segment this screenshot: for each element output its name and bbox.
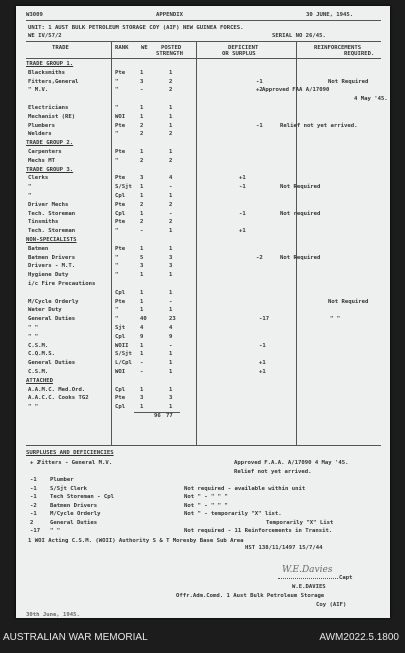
archive-footer — [0, 620, 405, 653]
row-rank: " — [115, 272, 119, 279]
row-trade: Batmen — [28, 245, 49, 252]
row-reinforcements-note: Approved FAA A/17090 — [262, 87, 330, 94]
row-rank: " — [115, 105, 119, 111]
column-header-we: WE — [141, 45, 148, 51]
row-we-establishment: 3 — [140, 78, 144, 85]
row-trade: Tech. Storeman — [28, 228, 76, 235]
signatory-title: Offr.Adm.Comd. 1 Aust Bulk Petroleum Storage — [176, 593, 325, 599]
column-header-or-surplus: OR SURPLUS — [222, 51, 256, 57]
appendix-title: APPENDIX — [156, 12, 183, 18]
row-posted-strength: 1 — [169, 228, 173, 235]
row-we-establishment: 1 — [140, 149, 144, 155]
row-reinforcements-note: Relief not yet arrived. — [280, 122, 358, 129]
row-trade: General Duties — [28, 316, 76, 323]
footer-accession-number: AWM2022.5.1800 — [319, 632, 399, 643]
row-trade: Batmen Drivers — [28, 254, 76, 261]
row-rank: Pte — [115, 245, 126, 252]
row-trade: " " — [28, 325, 39, 331]
row-we-establishment: 2 — [140, 122, 144, 129]
summary-item: General Duties — [50, 519, 98, 526]
row-posted-strength: 3 — [169, 395, 173, 402]
row-posted-strength: 4 — [169, 325, 173, 331]
row-we-establishment: 3 — [140, 175, 144, 182]
signatory-name: W.E.DAVIES — [292, 584, 326, 590]
row-we-establishment: 1 — [140, 105, 144, 111]
summary-quantity: 2 — [30, 519, 34, 526]
row-rank: " — [115, 228, 119, 235]
row-we-establishment: 1 — [140, 342, 144, 349]
column-divider — [196, 41, 197, 445]
row-reinforcements-note: Not Required — [280, 184, 321, 191]
row-rank: Cpl — [115, 333, 126, 340]
row-trade: Fitters,General — [28, 78, 79, 85]
row-rank: Cpl — [115, 289, 126, 296]
row-rank: S/Sjt — [115, 351, 132, 358]
row-rank: WOI — [115, 113, 126, 120]
row-trade: Welders — [28, 131, 52, 138]
column-divider — [296, 41, 297, 445]
row-reinforcements-note: Not Required — [328, 298, 369, 305]
summary-remark: Approved F.A.A. A/17090 4 May '45. — [234, 460, 349, 466]
row-we-establishment: 2 — [140, 219, 144, 226]
column-header-posted: POSTED — [161, 45, 182, 51]
row-posted-strength: 1 — [169, 193, 173, 199]
row-posted-strength: - — [169, 210, 173, 217]
summary-quantity: -1 — [30, 511, 37, 517]
table-bottom-rule — [26, 445, 381, 446]
summary-note-authority: 1 WOI Acting C.S.M. (WOII) Authority S & T Moresby Base Sub Area — [28, 538, 244, 544]
summary-item: S/Sjt Clerk — [50, 485, 88, 492]
summary-remark: Not required - 11 Reinforcements in Transit. — [184, 528, 333, 534]
row-posted-strength: 9 — [169, 333, 173, 340]
row-deficient-surplus: +2 — [256, 87, 263, 94]
row-we-establishment: 1 — [140, 272, 144, 279]
unit-line: UNIT: 1 AUST BULK PETROLEUM STORAGE COY (AIF) NEW GUINEA FORCES. — [28, 25, 244, 31]
row-rank: Pte — [115, 298, 126, 305]
row-posted-strength: 3 — [169, 254, 173, 261]
signature-line — [278, 578, 338, 579]
row-posted-strength: - — [169, 298, 173, 305]
row-rank: " — [115, 78, 119, 85]
summary-title: SURPLUSES AND DEFICIENCIES — [26, 450, 114, 456]
row-deficient-surplus: +1 — [239, 175, 246, 182]
row-posted-strength: 2 — [169, 87, 173, 94]
row-posted-strength: 1 — [169, 369, 173, 375]
row-posted-strength: 1 — [169, 245, 173, 252]
row-trade: A.A.M.C. Med.Ord. — [28, 386, 86, 393]
bottom-cutoff-date: 30th June, 1945. — [26, 612, 80, 618]
row-posted-strength: 1 — [169, 289, 173, 296]
summary-quantity: -2 — [30, 502, 37, 509]
row-rank: " — [115, 254, 119, 261]
row-posted-strength: 2 — [169, 201, 173, 208]
row-posted-strength: 23 — [169, 316, 176, 323]
row-we-establishment: 1 — [140, 307, 144, 314]
row-trade: Water Duty — [28, 307, 62, 314]
row-we-establishment: 2 — [140, 201, 144, 208]
row-trade: Blacksmiths — [28, 69, 66, 76]
row-trade: C.S.M. — [28, 342, 49, 349]
row-we-establishment: - — [140, 360, 144, 367]
row-posted-strength: 1 — [169, 351, 173, 358]
row-deficient-surplus: -1 — [259, 342, 266, 349]
row-rank: " — [115, 316, 119, 323]
row-deficient-surplus: -1 — [256, 122, 263, 129]
row-deficient-surplus: -1 — [256, 78, 263, 85]
row-trade: " M.V. — [28, 87, 49, 94]
row-we-establishment: 3 — [140, 263, 144, 270]
row-posted-strength: 2 — [169, 78, 173, 85]
row-we-establishment: - — [140, 87, 144, 94]
serial-number: SERIAL NO 26/45. — [272, 33, 326, 39]
row-we-establishment: 9 — [140, 333, 144, 340]
row-posted-strength: 77 — [166, 413, 173, 419]
row-we-establishment: 1 — [140, 184, 144, 191]
summary-remark: Not required - available within unit — [184, 485, 306, 492]
row-rank: " — [115, 263, 119, 270]
row-trade: Mechanist (RE) — [28, 113, 76, 120]
summary-item: Batmen Drivers — [50, 502, 98, 509]
row-posted-strength: 1 — [169, 272, 173, 279]
row-we-establishment: 1 — [140, 404, 144, 411]
row-trade: C.Q.M.S. — [28, 351, 55, 358]
row-trade: A.A.C.C. Cooks TG2 — [28, 395, 89, 402]
row-we-establishment: 5 — [140, 254, 144, 261]
row-deficient-surplus: -1 — [239, 210, 246, 217]
summary-item: " " — [50, 528, 61, 534]
row-posted-strength: 1 — [169, 360, 173, 367]
table-header-rule — [26, 58, 381, 59]
row-reinforcements-note: Not required — [280, 210, 321, 217]
row-reinforcements-note: " " — [330, 316, 341, 323]
row-trade: " — [28, 193, 32, 199]
row-rank: L/Cpl — [115, 360, 132, 367]
summary-remark: Not " - " " " — [184, 502, 228, 509]
summary-quantity: -1 — [30, 494, 37, 500]
row-rank: Pte — [115, 175, 126, 182]
row-we-establishment: 1 — [140, 386, 144, 393]
row-we-establishment: 40 — [140, 316, 147, 323]
row-posted-strength: 2 — [169, 219, 173, 226]
row-trade: " — [28, 184, 32, 191]
row-trade: C.S.M. — [28, 369, 49, 375]
summary-item: Tech Storeman - Cpl — [50, 494, 114, 500]
row-trade: Electricians — [28, 105, 69, 111]
header-rule — [26, 20, 381, 21]
row-posted-strength: - — [169, 342, 173, 349]
row-we-establishment: - — [140, 369, 144, 375]
section-heading: ATTACHED — [26, 377, 53, 384]
row-we-establishment: 1 — [140, 113, 144, 120]
summary-quantity: + 2 — [30, 460, 41, 466]
row-we-establishment: 1 — [140, 351, 144, 358]
row-we-establishment: 96 — [154, 413, 161, 419]
row-trade: Driver Mechs — [28, 201, 69, 208]
row-we-establishment: 2 — [140, 157, 144, 164]
row-rank: " — [115, 131, 119, 138]
column-header-trade: TRADE — [52, 45, 69, 51]
column-header-deficient: DEFICIENT — [228, 45, 259, 51]
table-top-rule — [26, 41, 381, 42]
row-reinforcements-note: Not Required — [280, 254, 321, 261]
row-we-establishment: 1 — [140, 69, 144, 76]
summary-remark: Relief not yet arrived. — [234, 468, 312, 475]
summary-remark: Temporarily "X" List — [266, 519, 334, 526]
form-number: W3009 — [26, 12, 43, 18]
row-posted-strength: 1 — [169, 105, 173, 111]
row-posted-strength: 4 — [169, 175, 173, 182]
row-rank: WOI — [115, 369, 126, 375]
summary-item: Plumber — [50, 477, 74, 483]
column-header-rank: RANK — [115, 45, 129, 51]
handwritten-signature: W.E.Davies — [282, 565, 333, 575]
row-posted-strength: 1 — [169, 113, 173, 120]
row-trade: i/c Fire Precautions — [28, 281, 96, 287]
row-trade: Tech. Storeman — [28, 210, 76, 217]
document-page — [16, 6, 390, 618]
row-rank: Pte — [115, 219, 126, 226]
row-posted-strength: 1 — [169, 122, 173, 129]
section-heading: TRADE GROUP 3. — [26, 166, 74, 173]
section-heading: NON-SPECIALISTS — [26, 237, 77, 243]
row-trade: Plumbers — [28, 122, 55, 129]
section-heading: TRADE GROUP 1. — [26, 61, 74, 67]
summary-item: Fitters - General M.V. — [38, 460, 113, 466]
row-we-establishment: 1 — [140, 210, 144, 217]
row-trade: Clerks — [28, 175, 49, 182]
row-posted-strength: 2 — [169, 157, 173, 164]
summary-quantity: -1 — [30, 485, 37, 492]
row-reinforcements-note: 4 May '45. — [354, 96, 388, 103]
row-posted-strength: 1 — [169, 69, 173, 76]
row-deficient-surplus: +1 — [259, 369, 266, 375]
row-rank: Cpl — [115, 210, 126, 217]
row-posted-strength: 2 — [169, 131, 173, 138]
row-we-establishment: 4 — [140, 325, 144, 331]
row-rank: Pte — [115, 149, 126, 155]
row-posted-strength: 1 — [169, 149, 173, 155]
summary-quantity: -1 — [30, 477, 37, 483]
summary-remark: Not " - temporarily "X" list. — [184, 511, 282, 517]
row-posted-strength: - — [169, 184, 173, 191]
row-we-establishment: 2 — [140, 131, 144, 138]
row-trade: Tinsmiths — [28, 219, 59, 226]
row-trade: Carpenters — [28, 149, 62, 155]
summary-item: M/Cycle Orderly — [50, 511, 101, 517]
row-posted-strength: 1 — [169, 386, 173, 393]
row-we-establishment: 1 — [140, 298, 144, 305]
row-deficient-surplus: +1 — [259, 360, 266, 367]
summary-remark: Not " - " " " — [184, 494, 228, 500]
row-we-establishment: 1 — [140, 289, 144, 296]
column-divider — [111, 41, 112, 445]
row-posted-strength: 1 — [169, 404, 173, 411]
row-rank: " — [115, 307, 119, 314]
row-deficient-surplus: +1 — [239, 228, 246, 235]
row-deficient-surplus: -2 — [256, 254, 263, 261]
row-posted-strength: 1 — [169, 307, 173, 314]
row-we-establishment: - — [140, 228, 144, 235]
row-rank: Cpl — [115, 386, 126, 393]
row-rank: Pte — [115, 395, 126, 402]
row-rank: Cpl — [115, 404, 126, 411]
column-header-required: REQUIRED. — [344, 51, 375, 57]
footer-institution: AUSTRALIAN WAR MEMORIAL — [3, 632, 148, 643]
row-we-establishment: 3 — [140, 395, 144, 402]
summary-note-reference: HST 138/11/1497 15/7/44 — [245, 545, 323, 551]
row-rank: Pte — [115, 69, 126, 76]
row-deficient-surplus: -17 — [259, 316, 270, 323]
row-reinforcements-note: Not Required — [328, 78, 369, 85]
row-rank: WOII — [115, 342, 129, 349]
signatory-unit: Coy (AIF) — [316, 602, 347, 608]
row-trade: " " — [28, 404, 39, 411]
row-rank: Pte — [115, 201, 126, 208]
row-trade: " " — [28, 333, 39, 340]
row-rank: Sjt — [115, 325, 126, 331]
row-deficient-surplus: -1 — [239, 184, 246, 191]
row-rank: Pte — [115, 122, 126, 129]
row-posted-strength: 3 — [169, 263, 173, 270]
row-rank: " — [115, 157, 119, 164]
row-rank: Cpl — [115, 193, 126, 199]
column-header-reinforcements: REINFORCEMENTS — [314, 45, 362, 51]
summary-quantity: -17 — [30, 528, 41, 534]
row-trade: General Duties — [28, 360, 76, 367]
document-date: 30 JUNE, 1945. — [306, 12, 354, 18]
we-reference: WE IV/57/2 — [28, 33, 62, 39]
row-rank: S/Sjt — [115, 184, 132, 191]
row-trade: Drivers - M.T. — [28, 263, 76, 270]
row-trade: Mechs MT — [28, 157, 55, 164]
row-trade: M/Cycle Orderly — [28, 298, 79, 305]
section-heading: TRADE GROUP 2. — [26, 140, 74, 147]
row-rank: " — [115, 87, 119, 94]
signature-rank: Capt — [339, 575, 353, 581]
row-we-establishment: 1 — [140, 245, 144, 252]
column-header-strength: STRENGTH — [156, 51, 183, 57]
row-we-establishment: 1 — [140, 193, 144, 199]
row-trade: Hygiene Duty — [28, 272, 69, 279]
